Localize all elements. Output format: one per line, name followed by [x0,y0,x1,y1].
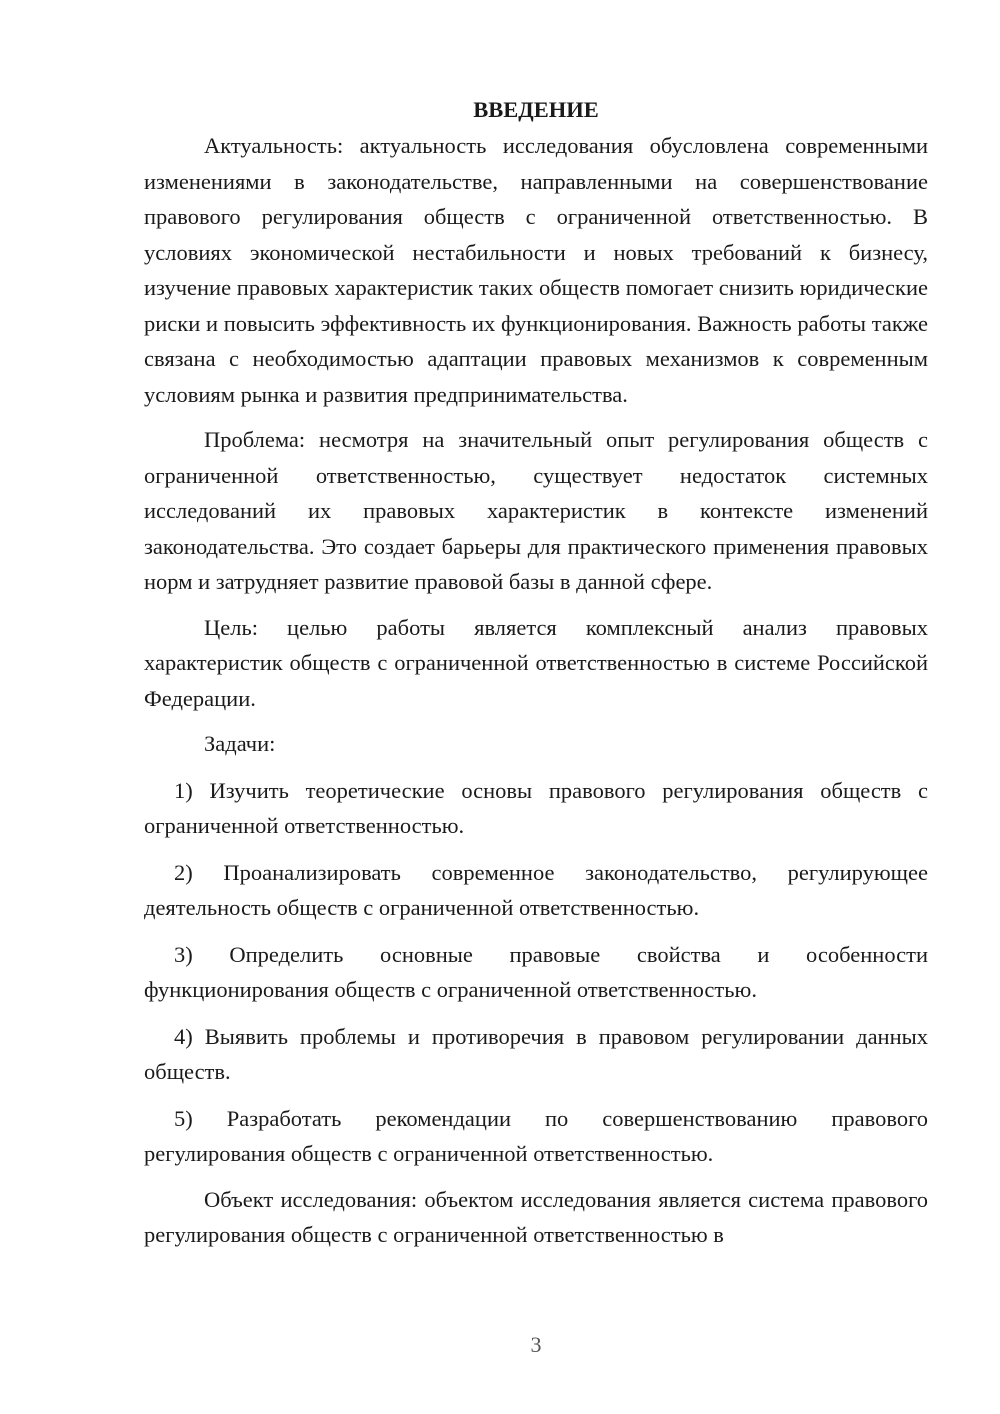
relevance-paragraph: Актуальность: актуальность исследования обусловлена современными изменениями в законодательстве, направленными на совершенствование правового регулирования обществ с ограниченной ответственностью. В условиях экономической нестабильности и новых требований к бизнесу, изучение правовых характеристик таких обществ помогает снизить юридические риски и повысить эффективность их функционирования. Важность работы также связана с необходимостью адаптации правовых механизмов к современным условиям рынка и развития предпринимательства. [144,133,928,407]
problem-paragraph: Проблема: несмотря на значительный опыт регулирования обществ с ограниченной ответственностью, существует недостаток системных исследований их правовых характеристик в контексте изменений законодательства. Это создает барьеры для практического применения правовых норм и затрудняет развитие правовой базы в данной сфере. [144,427,928,594]
list-item: 4) Выявить проблемы и противоречия в правовом регулировании данных обществ. [144,1023,928,1084]
tasks-list [144,773,928,1172]
goal-paragraph: Цель: целью работы является комплексный анализ правовых характеристик обществ с ограниченной ответственностью в системе Российской Федерации. [144,614,928,711]
page-body [144,92,928,1253]
list-item: 1) Изучить теоретические основы правового регулирования обществ с ограниченной ответственностью. [144,777,928,838]
page-number: 3 [530,1332,542,1357]
tasks-label: Задачи: [204,731,276,756]
object-paragraph: Объект исследования: объектом исследования является система правового регулирования обществ с ограниченной ответственностью в [144,1186,928,1247]
page-title: ВВЕДЕНИЕ [473,97,599,122]
list-item: 2) Проанализировать современное законодательство, регулирующее деятельность обществ с ограниченной ответственностью. [144,859,928,920]
list-item: 3) Определить основные правовые свойства и особенности функционирования обществ с ограниченной ответственностью. [144,941,928,1002]
list-item: 5) Разработать рекомендации по совершенствованию правового регулирования обществ с ограниченной ответственностью. [144,1105,928,1166]
